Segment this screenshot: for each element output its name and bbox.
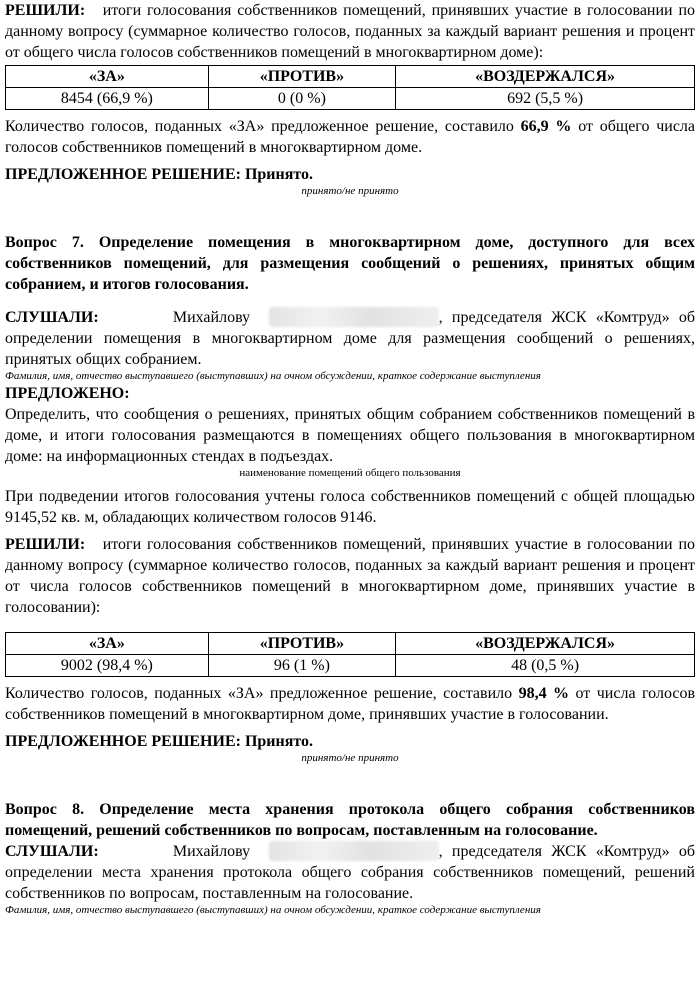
heard-text: об определении места хранения протокола общего собрания собственников помещений, решений собственников по вопросам, поставленным на голосование.: [5, 843, 696, 902]
speaker-role: , председателя ЖСК «Комтруд»: [438, 309, 670, 326]
count-text-after: от общего числа голосов собственников помещений в многоквартирном доме.: [5, 118, 696, 156]
count-text-before: Количество голосов, поданных «ЗА» предложенное решение, составило: [5, 118, 521, 135]
area-paragraph-7: При подведении итогов голосования учтены голоса собственников помещений с общей площадью 9145,52 кв. м, обладающих количеством голосов 9146.: [5, 488, 695, 526]
header-against: «ПРОТИВ»: [208, 66, 395, 88]
table-row: [6, 655, 695, 677]
header-abstain: «ВОЗДЕРЖАЛСЯ»: [396, 633, 695, 655]
heard-label: СЛУШАЛИ:: [5, 309, 99, 326]
count-text-after: от числа голосов собственников помещений в многоквартирном доме, принявших участие в голосовании.: [5, 685, 696, 723]
table-header-row: [6, 66, 695, 88]
heard-label: СЛУШАЛИ:: [5, 843, 99, 860]
proposed-label-7: ПРЕДЛОЖЕНО:: [5, 385, 130, 402]
value-against: 0 (0 %): [208, 88, 395, 110]
speaker-name: Михайлову: [172, 309, 251, 326]
resolved-text: итоги голосования собственников помещений, принявших участие в голосовании по данному вопросу (суммарное количество голосов, поданных за каждый вариант решения и процент от общего числа голосов собственников помещений в многоквартирном доме):: [5, 2, 696, 61]
table-row: [6, 88, 695, 110]
header-for: «ЗА»: [6, 66, 209, 88]
votes-table-1: [5, 65, 695, 110]
resolved-paragraph-1: [5, 0, 695, 63]
heard-caption-8: Фамилия, имя, отчество выступавшего (выступавших) на очном обсуждении, краткое содержание выступления: [5, 904, 541, 916]
header-against: «ПРОТИВ»: [208, 633, 395, 655]
heard-caption-7: Фамилия, имя, отчество выступавшего (выступавших) на очном обсуждении, краткое содержание выступления: [5, 370, 541, 382]
header-abstain: «ВОЗДЕРЖАЛСЯ»: [396, 66, 695, 88]
resolved-paragraph-7: [5, 534, 695, 618]
value-for: 8454 (66,9 %): [6, 88, 209, 110]
proposed-text-7: Определить, что сообщения о решениях, принятых общим собранием собственников помещений в доме, и итоги голосования размещаются в помещениях общего пользования в многоквартирном доме: на информационных стендах в подъездах.: [5, 406, 695, 465]
votes-table-7: [5, 632, 695, 677]
heard-paragraph-7: [5, 307, 695, 370]
count-percent: 98,4 %: [518, 685, 570, 702]
decision-label-7: ПРЕДЛОЖЕННОЕ РЕШЕНИЕ: Принято.: [5, 733, 314, 750]
resolved-label: РЕШИЛИ:: [5, 536, 86, 553]
decision-caption-1: принято/не принято: [301, 185, 399, 197]
count-paragraph-1: [5, 116, 695, 158]
speaker-role: , председателя ЖСК «Комтруд»: [438, 843, 670, 860]
heard-text: об определении помещения в многоквартирном доме для размещения сообщений о решениях, принятых общих собранием.: [5, 309, 696, 368]
decision-caption-7: принято/не принято: [301, 752, 399, 764]
decision-label-1: ПРЕДЛОЖЕННОЕ РЕШЕНИЕ: Принято.: [5, 166, 314, 183]
count-percent: 66,9 %: [520, 118, 572, 135]
heard-paragraph-8: [5, 841, 695, 904]
speaker-name: Михайлову: [172, 843, 251, 860]
document-page: [5, 0, 695, 917]
resolved-text: итоги голосования собственников помещений, принявших участие в голосовании по данному вопросу (суммарное количество голосов, поданных за каждый вариант решения и процент от числа голосов собственников помещений в многоквартирном доме, принявших участие в голосовании):: [5, 536, 696, 616]
proposed-caption-7: наименование помещений общего пользования: [239, 467, 461, 479]
value-for: 9002 (98,4 %): [6, 655, 209, 677]
value-abstain: 692 (5,5 %): [396, 88, 695, 110]
resolved-label: РЕШИЛИ:: [5, 2, 86, 19]
header-for: «ЗА»: [6, 633, 209, 655]
question-7-title: Вопрос 7. Определение помещения в многоквартирном доме, доступного для всех собственников помещений, для размещения сообщений о решениях, принятых общим собранием, и итогов голосования.: [5, 234, 695, 293]
question-8-title: Вопрос 8. Определение места хранения протокола общего собрания собственников помещений, решений собственников по вопросам, поставленным на голосование.: [5, 801, 695, 839]
redacted-name-block: [269, 841, 439, 861]
count-paragraph-7: [5, 683, 695, 725]
value-against: 96 (1 %): [208, 655, 395, 677]
value-abstain: 48 (0,5 %): [396, 655, 695, 677]
redacted-name-block: [269, 307, 439, 327]
count-text-before: Количество голосов, поданных «ЗА» предложенное решение, составило: [5, 685, 519, 702]
table-header-row: [6, 633, 695, 655]
